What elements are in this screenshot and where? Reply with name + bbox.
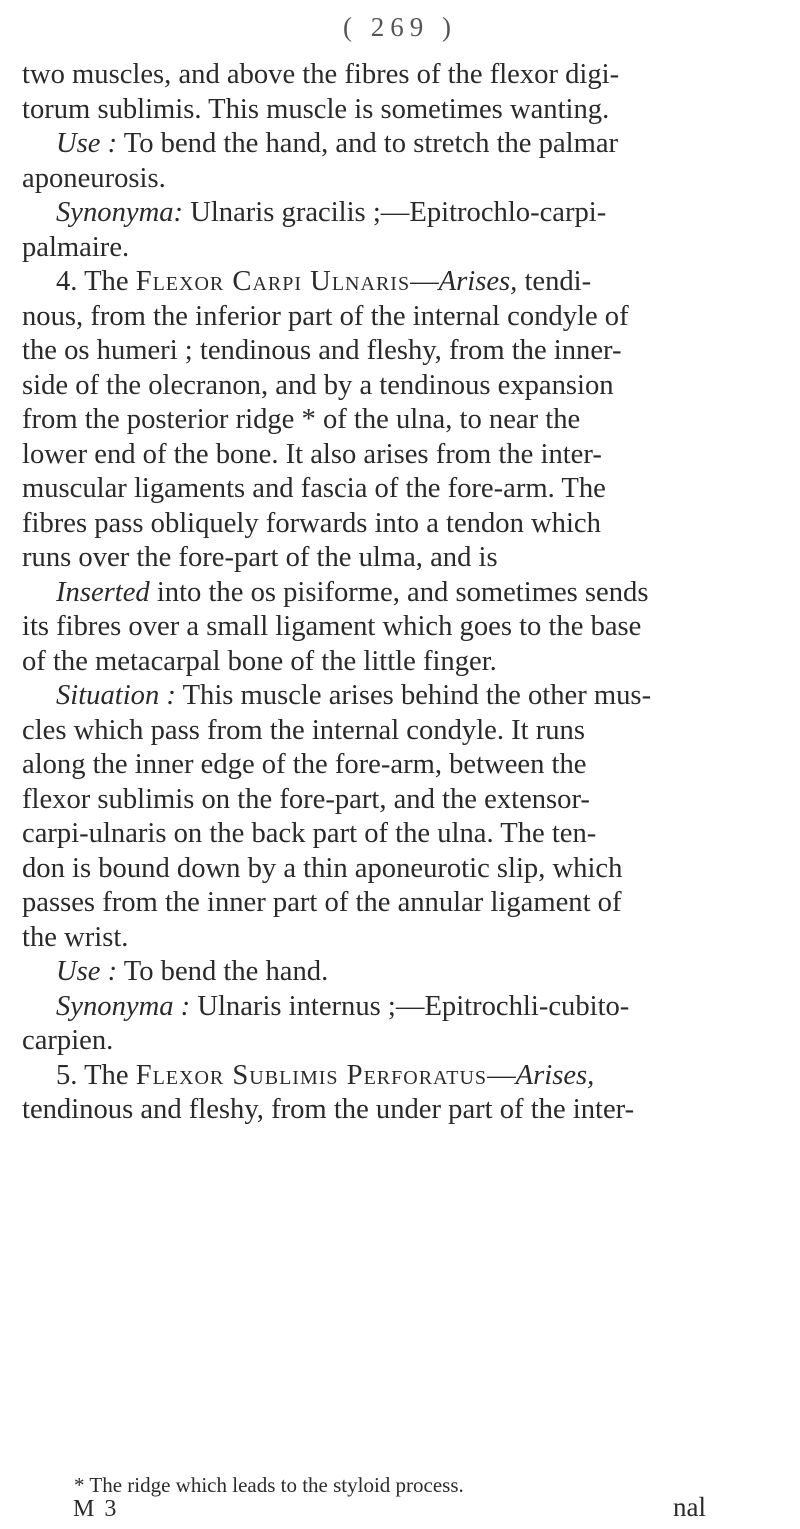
italic-text: Use : bbox=[56, 956, 118, 987]
text-run: fibres pass obliquely forwards into a tendon which bbox=[22, 507, 601, 539]
text-run: the wrist. bbox=[22, 921, 129, 953]
text-line bbox=[22, 196, 762, 231]
text-line bbox=[22, 93, 762, 128]
text-line bbox=[22, 300, 762, 335]
text-run: muscular ligaments and fascia of the fore-arm. The bbox=[22, 473, 606, 504]
text-line bbox=[22, 403, 762, 438]
text-run: along the inner edge of the fore-arm, between the bbox=[22, 749, 587, 780]
text-run: lower end of the bone. It also arises from the inter- bbox=[22, 438, 602, 470]
text-line bbox=[22, 748, 762, 783]
text-line bbox=[22, 679, 762, 714]
text-line bbox=[22, 576, 762, 611]
text-run: tendi- bbox=[517, 266, 592, 297]
text-line bbox=[22, 265, 762, 300]
text-run: — bbox=[487, 1059, 516, 1091]
text-run: tendinous and fleshy, from the under part of the inter- bbox=[22, 1094, 635, 1125]
text-run: don is bound down by a thin aponeurotic slip, which bbox=[22, 852, 623, 884]
text-line bbox=[22, 610, 762, 645]
text-line bbox=[22, 472, 762, 507]
text-run: flexor sublimis on the fore-part, and the extensor- bbox=[22, 783, 590, 815]
italic-text: Arises, bbox=[438, 266, 518, 297]
text-run: nous, from the inferior part of the internal condyle of bbox=[22, 300, 629, 332]
text-line bbox=[22, 541, 762, 576]
text-line bbox=[22, 127, 762, 162]
text-run: This muscle arises behind the other mus- bbox=[175, 680, 652, 711]
text-run: 4. The bbox=[56, 266, 136, 297]
italic-text: Situation : bbox=[56, 680, 176, 711]
italic-text: Synonyma: bbox=[56, 197, 184, 228]
text-line bbox=[22, 955, 762, 990]
text-run: cles which pass from the internal condyle. It runs bbox=[22, 714, 585, 746]
italic-text: Inserted bbox=[56, 576, 150, 608]
text-line bbox=[22, 645, 762, 680]
text-line bbox=[22, 1093, 762, 1128]
text-run: palmaire. bbox=[22, 231, 130, 263]
text-run: two muscles, and above the fibres of the flexor digi- bbox=[22, 59, 620, 90]
text-line bbox=[22, 1059, 762, 1094]
text-line bbox=[22, 334, 762, 369]
text-run: its fibres over a small ligament which goes to the base bbox=[22, 611, 642, 642]
text-run: the os humeri ; tendinous and fleshy, from the inner- bbox=[22, 335, 622, 366]
text-line bbox=[22, 58, 762, 93]
text-run: aponeurosis. bbox=[22, 162, 166, 194]
text-run: from the posterior ridge * of the ulna, to near the bbox=[22, 404, 581, 435]
text-run: To bend the hand. bbox=[117, 956, 329, 987]
text-run: passes from the inner part of the annular ligament of bbox=[22, 887, 622, 918]
text-run: side of the olecranon, and by a tendinous expansion bbox=[22, 369, 614, 401]
text-line bbox=[22, 1024, 762, 1059]
italic-text: Synonyma : bbox=[56, 990, 191, 1022]
body-text bbox=[22, 58, 762, 1128]
text-run: runs over the fore-part of the ulma, and is bbox=[22, 542, 498, 573]
text-line bbox=[22, 852, 762, 887]
text-line bbox=[22, 886, 762, 921]
text-line bbox=[22, 714, 762, 749]
text-line bbox=[22, 162, 762, 197]
text-run: To bend the hand, and to stretch the palmar bbox=[117, 128, 619, 159]
text-run: Ulnaris internus ;—Epitrochli-cubito- bbox=[190, 990, 630, 1022]
signature-mark: M 3 bbox=[73, 1496, 119, 1522]
catchword: nal bbox=[673, 1492, 706, 1522]
small-caps-text: Flexor Carpi Ulnaris bbox=[135, 266, 411, 297]
text-run: carpi-ulnaris on the back part of the ulna. The ten- bbox=[22, 818, 597, 849]
text-run: 5. The bbox=[56, 1059, 136, 1091]
page-number: ( 269 ) bbox=[343, 12, 457, 42]
text-run: Ulnaris gracilis ;—Epitrochlo-carpi- bbox=[183, 197, 607, 228]
text-line bbox=[22, 507, 762, 542]
text-line bbox=[22, 231, 762, 266]
page-footer bbox=[0, 1492, 800, 1526]
text-run: of the metacarpal bone of the little finger. bbox=[22, 645, 497, 677]
text-line bbox=[22, 921, 762, 956]
text-run: carpien. bbox=[22, 1025, 114, 1056]
small-caps-text: Flexor Sublimis Perforatus bbox=[135, 1059, 488, 1091]
text-line bbox=[22, 783, 762, 818]
text-line bbox=[22, 438, 762, 473]
footnote: * The ridge which leads to the styloid process. bbox=[74, 1473, 464, 1497]
text-line bbox=[22, 990, 762, 1025]
text-run: into the os pisiforme, and sometimes sends bbox=[149, 576, 649, 608]
text-run: — bbox=[410, 266, 439, 297]
text-run: torum sublimis. This muscle is sometimes wanting. bbox=[22, 93, 610, 125]
text-line bbox=[22, 369, 762, 404]
italic-text: Use : bbox=[56, 128, 118, 159]
italic-text: Arises, bbox=[515, 1059, 595, 1091]
text-line bbox=[22, 817, 762, 852]
